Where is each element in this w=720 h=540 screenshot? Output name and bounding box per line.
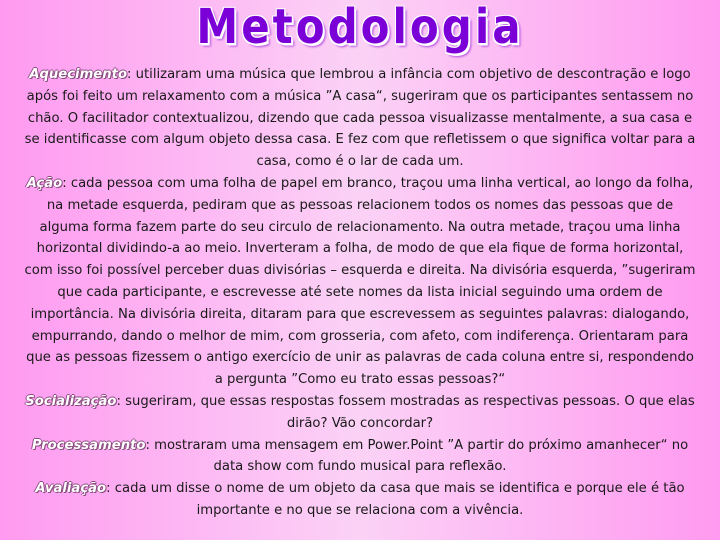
section-acao xyxy=(24,173,696,391)
section-label: Socialização xyxy=(25,393,117,409)
section-text: : sugeriram, que essas respostas fossem mostradas as respectivas pessoas. O que elas dirão? Vão concordar? xyxy=(116,393,695,431)
section-label: Processamento xyxy=(31,437,146,453)
section-text: : cada um disse o nome de um objeto da casa que mais se identifica e porque ele é tão importante e no que se relaciona com a vivência. xyxy=(106,481,685,518)
section-socializacao xyxy=(24,391,696,435)
section-label: Ação xyxy=(26,175,63,191)
section-text: : mostraram uma mensagem em Power.Point ”A partir do próximo amanhecer“ no data show com fundo musical para reflexão. xyxy=(145,437,689,475)
section-label: Avaliação xyxy=(35,481,107,497)
section-text: : utilizaram uma música que lembrou a infância com objetivo de descontração e logo após foi feito um relaxamento com a música ”A casa“, sugeriram que os participantes sentassem no chão. O facilitador contextualizou, dizendo que cada pessoa visualizasse mentalmente, a sua casa e se identificasse com algum objeto dessa casa. E fez com que refletissem o que significa voltar para a casa, como é o lar de cada um. xyxy=(24,67,696,170)
section-label: Aquecimento xyxy=(29,67,128,82)
section-avaliacao xyxy=(24,478,696,522)
section-aquecimento xyxy=(24,64,696,173)
section-processamento xyxy=(24,435,696,479)
page-title: Metodologia xyxy=(196,0,524,55)
section-text: : cada pessoa com uma folha de papel em branco, traçou uma linha vertical, ao longo da folha, na metade esquerda, pediram que as pessoas relacionem todos os nomes das pessoas que de alguma forma fazem parte do seu circulo de relacionamento. Na outra metade, traçou uma linha horizontal dividindo-a ao meio. Inverteram a folha, de modo de que ela fique de forma horizontal, com isso foi possível perceber duas divisórias – esquerda e direita. Na divisória esquerda, ”sugeriram que cada participante, e escrevesse até sete nomes da lista inicial seguindo uma ordem de importância. Na divisória direita, ditaram para que escrevessem as seguintes palavras: dialogando, empurrando, dando o melhor de mim, com grosseria, com afeto, com indiferença. Orientaram para que as pessoas fizessem o antigo exercício de unir as palavras de cada coluna entre si, respondendo a pergunta ”Como eu trato essas pessoas?“ xyxy=(24,175,696,388)
methodology-content xyxy=(24,64,696,522)
